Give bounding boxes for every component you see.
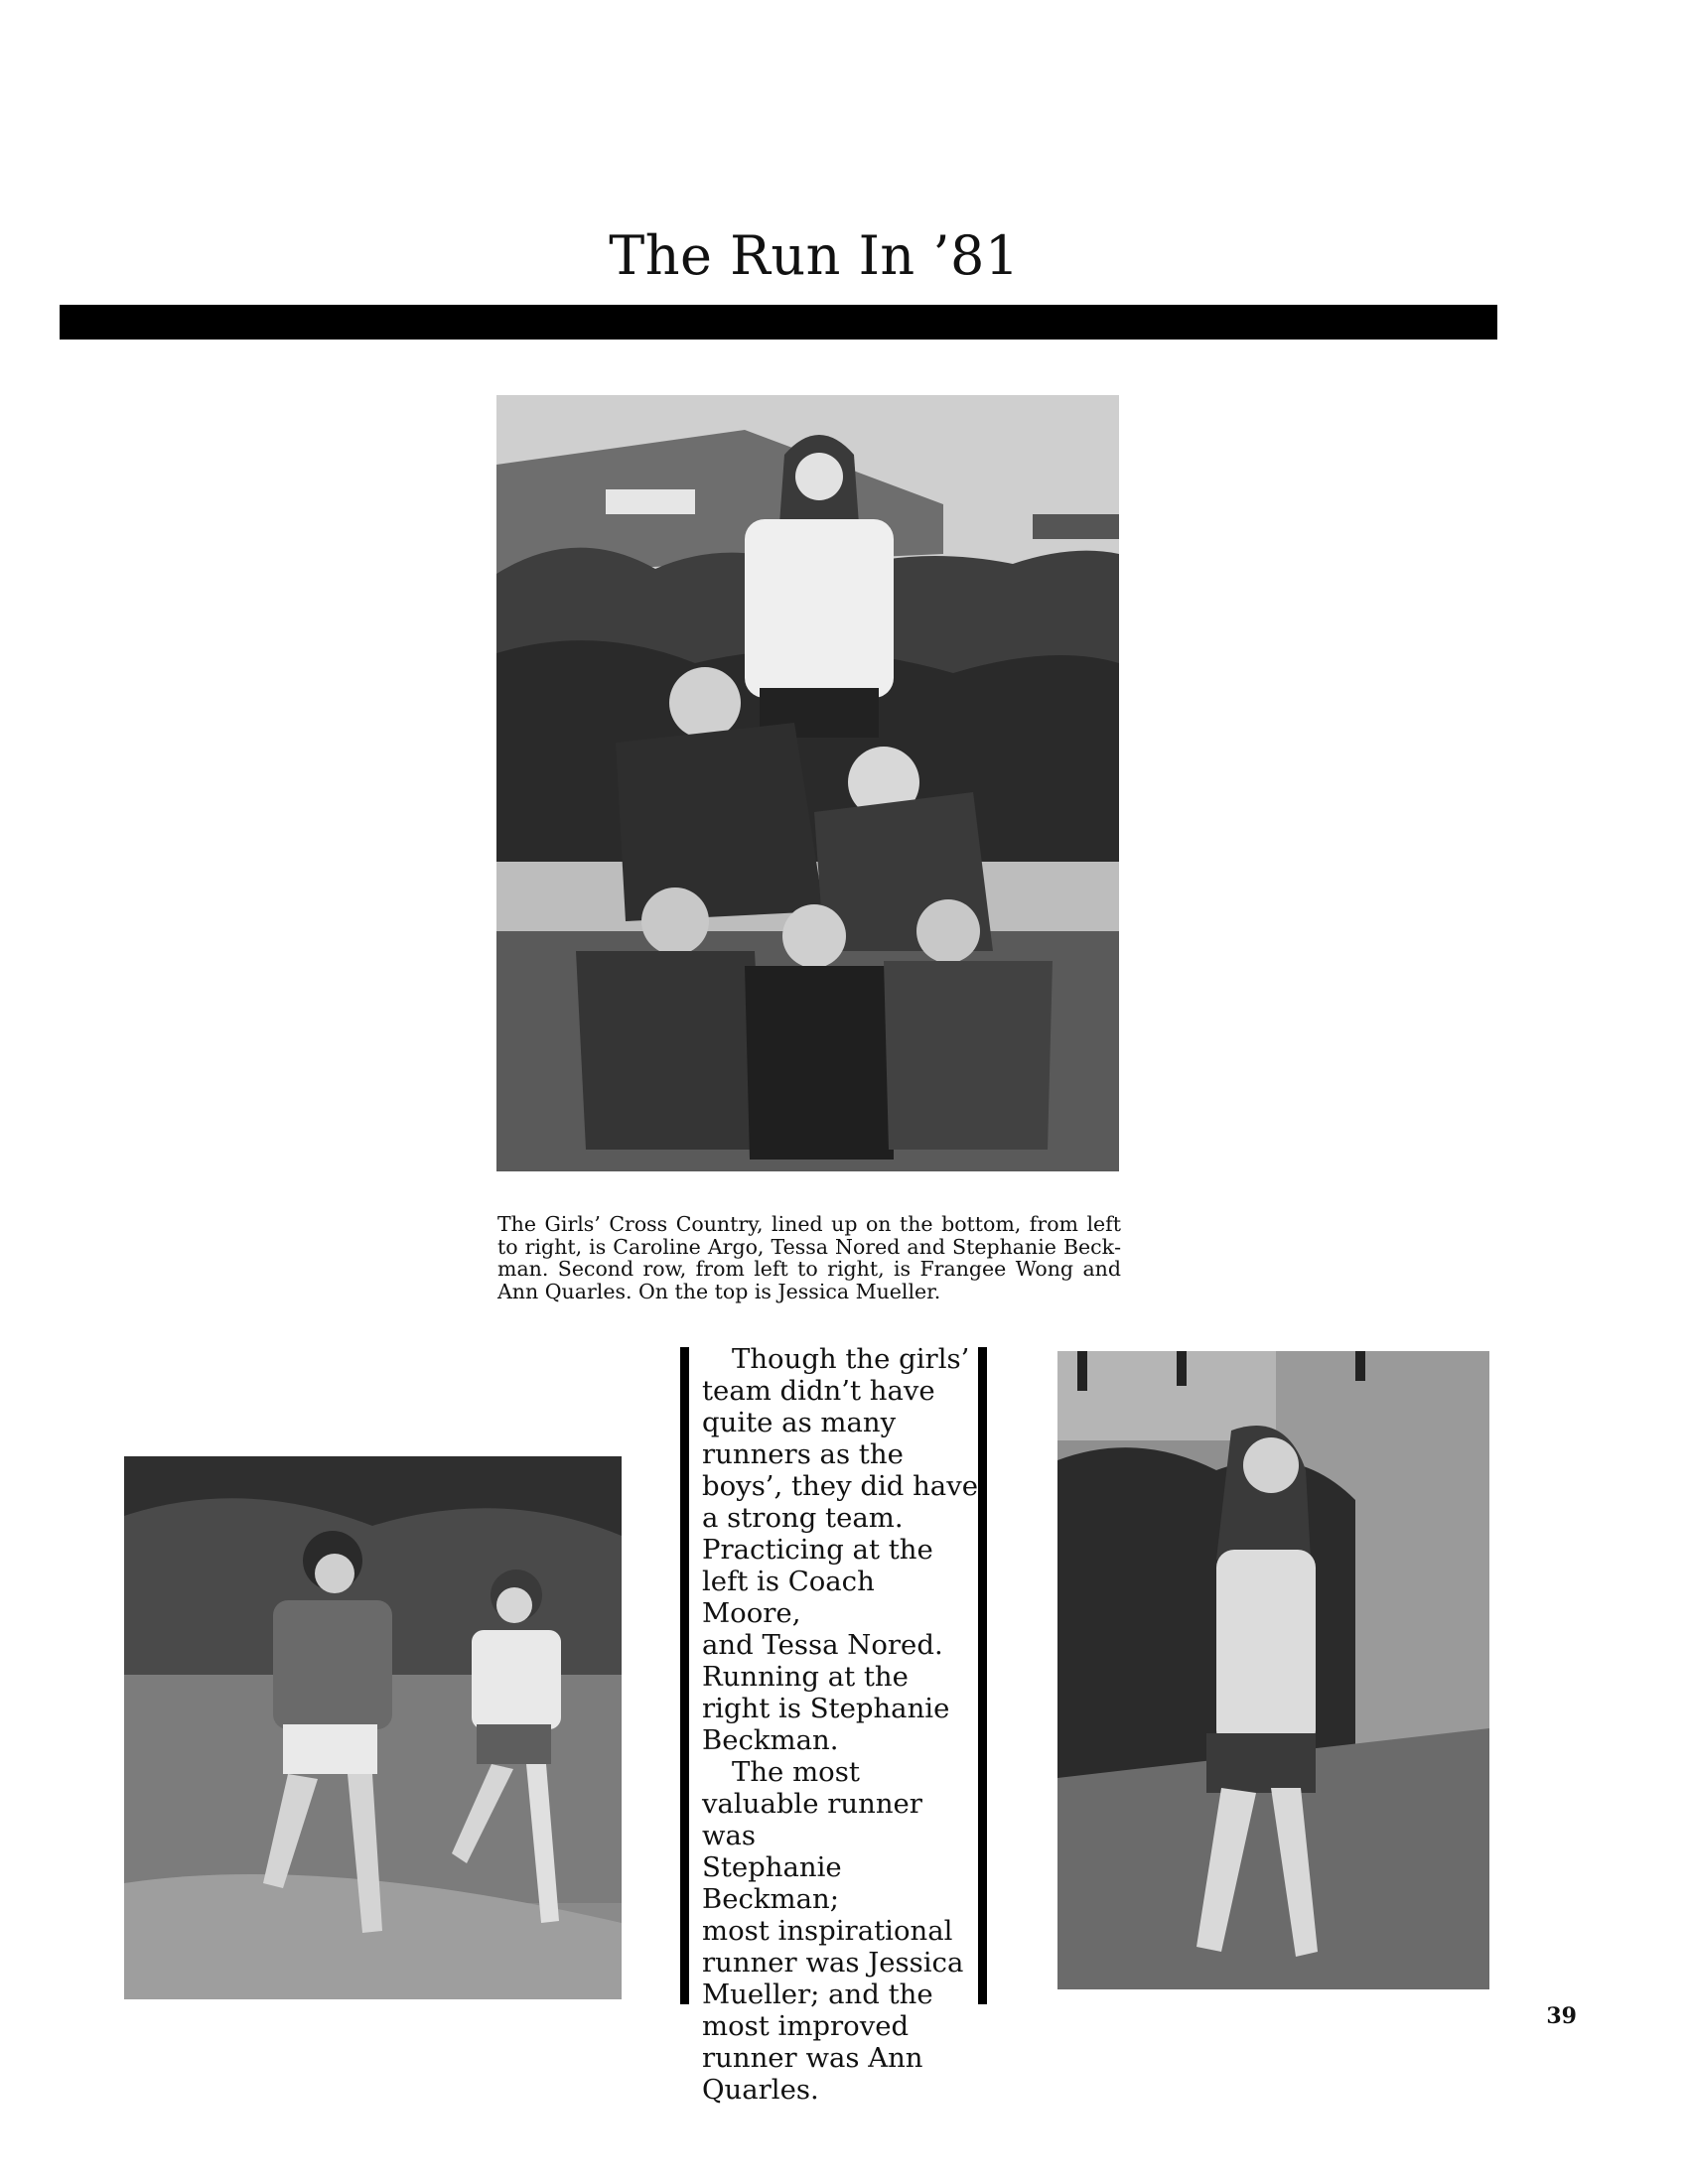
page-title: The Run In ’81: [609, 224, 1020, 287]
page-number: 39: [1546, 2003, 1577, 2029]
coach-runners-photo: [124, 1456, 622, 1999]
story-left-rule: [680, 1347, 689, 2004]
story-paragraph-1: Though the girls’ team didn’t have quite as many runners as the boys’, they did have a strong team. Practicing at the left is Coach Moore, and Tessa Nored. Running at the right is Stephanie Beckman.: [702, 1343, 979, 1756]
story-text: [702, 1343, 980, 2106]
team-photo-caption: The Girls’ Cross Country, lined up on the bottom, from left to right, is Caroline Argo, Tessa Nored and Stephanie Beckman. Second row, from left to right, is Frangee Wong and Ann Quarles. On the top is Jessica Mueller.: [497, 1212, 1121, 1303]
title-rule: [60, 305, 1497, 340]
team-pyramid-photo: [496, 395, 1119, 1171]
runner-photo: [1057, 1351, 1489, 1989]
story-paragraph-2: The most valuable runner was Stephanie Beckman; most inspirational runner was Jessica Mueller; and the most improved runner was Ann Quarles.: [702, 1756, 964, 2106]
